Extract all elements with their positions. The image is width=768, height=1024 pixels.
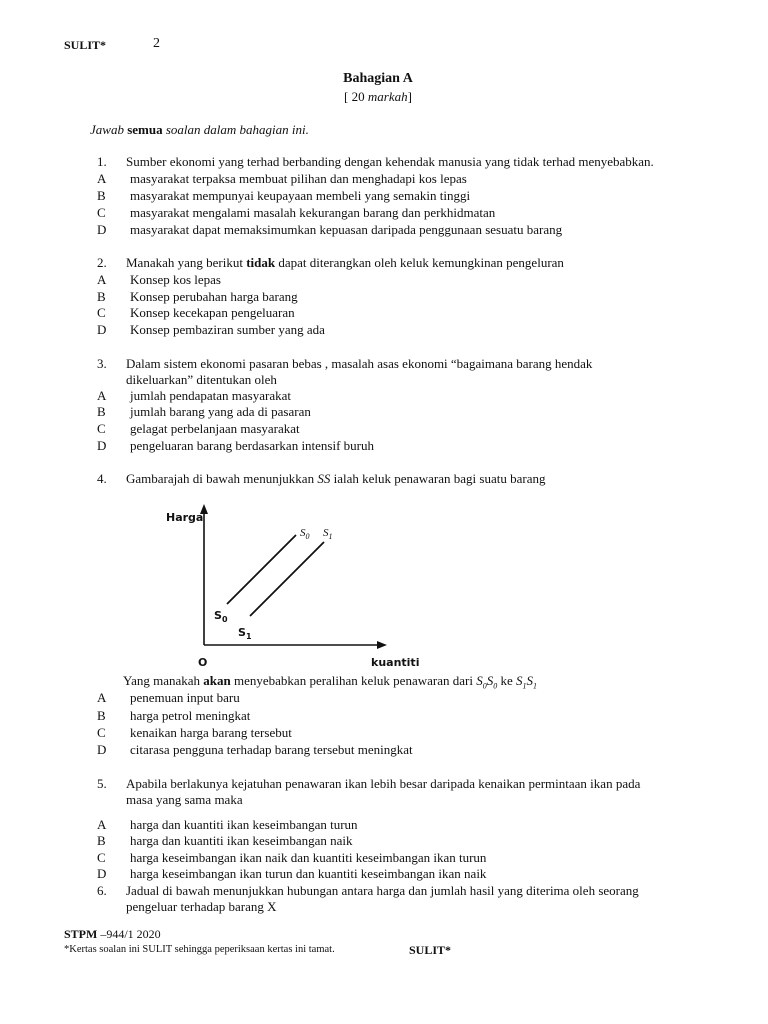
option-text: harga dan kuantiti ikan keseimbangan turun [130,817,358,832]
option-text: jumlah pendapatan masyarakat [130,388,291,403]
supply-curve-s0 [227,535,296,604]
q6-text-line1: Jadual di bawah menunjukkan hubungan antara harga dan jumlah hasil yang diterima oleh seorang [126,883,639,898]
option-letter: B [97,708,106,723]
section-title: Bahagian A [343,71,413,86]
option-text: Konsep kos lepas [130,272,221,287]
option-text: Konsep perubahan harga barang [130,289,298,304]
option-text: Konsep pembaziran sumber yang ada [130,322,325,337]
option-letter: A [97,690,107,705]
curve-label-s1-bottom: $S_1$ [238,626,252,642]
option-letter: D [97,222,107,237]
option-letter: A [97,388,107,403]
option-text: harga keseimbangan ikan turun dan kuantiti keseimbangan ikan naik [130,866,487,881]
option-text: jumlah barang yang ada di pasaran [130,404,311,419]
option-text: masyarakat mempunyai keupayaan membeli yang semakin tinggi [130,188,471,203]
option-letter: D [97,742,107,757]
option-letter: A [97,817,107,832]
option-letter: B [97,404,106,419]
option-letter: A [97,272,107,287]
option-letter: D [97,866,107,881]
option-letter: C [97,305,106,320]
q6-text-line2: pengeluar terhadap barang X [126,899,277,914]
option-letter: C [97,421,106,436]
option-text: harga dan kuantiti ikan keseimbangan naik [130,833,353,848]
option-letter: B [97,289,106,304]
option-text: masyarakat dapat memaksimumkan kepuasan daripada penggunaan sesuatu barang [130,222,563,237]
footer-code: STPM –944/1 2020 [64,927,161,941]
header-sulit: SULIT* [64,38,107,52]
page-number: 2 [153,36,160,51]
x-axis-arrow-icon [377,641,387,649]
q2-number: 2. [97,255,107,270]
option-letter: C [97,850,106,865]
option-text: gelagat perbelanjaan masyarakat [130,421,300,436]
q1-text: Sumber ekonomi yang terhad berbanding dengan kehendak manusia yang tidak terhad menyebabkan. [126,154,654,169]
option-text: harga keseimbangan ikan naik dan kuantiti keseimbangan ikan turun [130,850,487,865]
q3-text-line2: dikeluarkan” ditentukan oleh [126,372,277,387]
y-axis-label: Harga [166,511,204,524]
option-text: pengeluaran barang berdasarkan intensif buruh [130,438,375,453]
footer-sulit: SULIT* [409,943,452,957]
option-text: penemuan input baru [130,690,240,705]
q2-text: Manakah yang berikut tidak dapat diterangkan oleh keluk kemungkinan pengeluran [126,255,564,270]
curve-label-s1-top: $S_1$ [323,527,333,542]
option-letter: D [97,322,107,337]
q4-number: 4. [97,471,107,486]
option-letter: C [97,725,106,740]
option-text: masyarakat terpaksa membuat pilihan dan menghadapi kos lepas [130,171,467,186]
option-letter: B [97,833,106,848]
option-text: masyarakat mengalami masalah kekurangan barang dan perkhidmatan [130,205,496,220]
q4-text: Gambarajah di bawah menunjukkan SS ialah keluk penawaran bagi suatu barang [126,471,546,486]
option-letter: B [97,188,106,203]
option-letter: D [97,438,107,453]
x-axis-label: kuantiti [371,656,420,669]
q5-text-line1: Apabila berlakunya kejatuhan penawaran ikan lebih besar daripada kenaikan permintaan ikan pada [126,776,641,791]
q5-number: 5. [97,776,107,791]
option-text: citarasa pengguna terhadap barang tersebut meningkat [130,742,413,757]
instruction: Jawab semua soalan dalam bahagian ini. [90,122,309,137]
option-text: kenaikan harga barang tersebut [130,725,292,740]
footer-note: *Kertas soalan ini SULIT sehingga peperiksaan kertas ini tamat. [64,944,335,955]
q3-text-line1: Dalam sistem ekonomi pasaran bebas , masalah asas ekonomi “bagaimana barang hendak [126,356,593,371]
origin-label: O [198,656,208,669]
supply-curve-s1 [250,542,324,616]
q6-number: 6. [97,883,107,898]
q1-number: 1. [97,154,107,169]
option-text: Konsep kecekapan pengeluaran [130,305,295,320]
option-letter: C [97,205,106,220]
option-text: harga petrol meningkat [130,708,251,723]
q4-question: Yang manakah akan menyebabkan peralihan keluk penawaran dari $S_0S_0$ ke $S_1S_1$ [123,673,537,691]
q3-number: 3. [97,356,107,371]
q5-text-line2: masa yang sama maka [126,792,243,807]
section-marks: [ 20 markah] [344,89,412,104]
curve-label-s0-bottom: $S_0$ [214,609,228,625]
curve-label-s0-top: $S_0$ [300,527,310,542]
option-letter: A [97,171,107,186]
